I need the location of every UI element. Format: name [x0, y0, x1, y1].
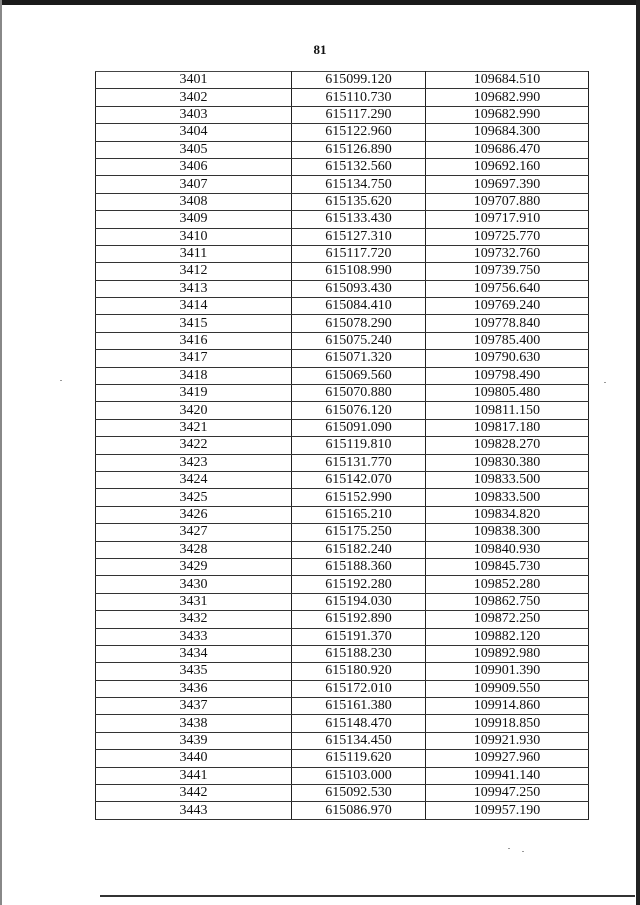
table-row	[96, 332, 589, 349]
point-id-cell: 3411	[96, 245, 292, 262]
table-row	[96, 72, 589, 89]
x-coordinate-cell: 615188.360	[292, 558, 426, 575]
y-coordinate-cell: 109682.990	[426, 89, 589, 106]
point-id-cell: 3413	[96, 280, 292, 297]
y-coordinate-cell: 109684.300	[426, 124, 589, 141]
x-coordinate-cell: 615091.090	[292, 419, 426, 436]
table-row	[96, 785, 589, 802]
table-row	[96, 385, 589, 402]
table-row	[96, 245, 589, 262]
y-coordinate-cell: 109790.630	[426, 350, 589, 367]
x-coordinate-cell: 615131.770	[292, 454, 426, 471]
y-coordinate-cell: 109872.250	[426, 611, 589, 628]
table-row	[96, 158, 589, 175]
point-id-cell: 3439	[96, 732, 292, 749]
table-row	[96, 506, 589, 523]
table-row	[96, 106, 589, 123]
point-id-cell: 3410	[96, 228, 292, 245]
table-row	[96, 576, 589, 593]
table-row	[96, 715, 589, 732]
point-id-cell: 3434	[96, 645, 292, 662]
y-coordinate-cell: 109834.820	[426, 506, 589, 523]
x-coordinate-cell: 615103.000	[292, 767, 426, 784]
x-coordinate-cell: 615182.240	[292, 541, 426, 558]
x-coordinate-cell: 615161.380	[292, 698, 426, 715]
y-coordinate-cell: 109785.400	[426, 332, 589, 349]
table-row	[96, 315, 589, 332]
point-id-cell: 3432	[96, 611, 292, 628]
scan-border-right	[636, 0, 640, 905]
table-row	[96, 541, 589, 558]
x-coordinate-cell: 615075.240	[292, 332, 426, 349]
table-row	[96, 645, 589, 662]
point-id-cell: 3414	[96, 298, 292, 315]
table-row	[96, 750, 589, 767]
x-coordinate-cell: 615119.620	[292, 750, 426, 767]
x-coordinate-cell: 615117.720	[292, 245, 426, 262]
y-coordinate-cell: 109947.250	[426, 785, 589, 802]
y-coordinate-cell: 109830.380	[426, 454, 589, 471]
scan-border-top	[0, 0, 640, 5]
y-coordinate-cell: 109838.300	[426, 524, 589, 541]
x-coordinate-cell: 615078.290	[292, 315, 426, 332]
coordinate-table	[95, 71, 589, 820]
point-id-cell: 3424	[96, 471, 292, 488]
x-coordinate-cell: 615148.470	[292, 715, 426, 732]
scan-speck	[604, 382, 606, 383]
table-row	[96, 350, 589, 367]
point-id-cell: 3402	[96, 89, 292, 106]
x-coordinate-cell: 615086.970	[292, 802, 426, 819]
point-id-cell: 3438	[96, 715, 292, 732]
y-coordinate-cell: 109682.990	[426, 106, 589, 123]
point-id-cell: 3441	[96, 767, 292, 784]
y-coordinate-cell: 109817.180	[426, 419, 589, 436]
x-coordinate-cell: 615070.880	[292, 385, 426, 402]
scan-border-left	[0, 0, 2, 905]
point-id-cell: 3426	[96, 506, 292, 523]
point-id-cell: 3416	[96, 332, 292, 349]
table-row	[96, 489, 589, 506]
table-row	[96, 628, 589, 645]
table-row	[96, 524, 589, 541]
x-coordinate-cell: 615194.030	[292, 593, 426, 610]
table-row	[96, 402, 589, 419]
point-id-cell: 3430	[96, 576, 292, 593]
x-coordinate-cell: 615133.430	[292, 211, 426, 228]
x-coordinate-cell: 615099.120	[292, 72, 426, 89]
point-id-cell: 3404	[96, 124, 292, 141]
table-row	[96, 228, 589, 245]
y-coordinate-cell: 109845.730	[426, 558, 589, 575]
x-coordinate-cell: 615142.070	[292, 471, 426, 488]
point-id-cell: 3431	[96, 593, 292, 610]
x-coordinate-cell: 615092.530	[292, 785, 426, 802]
y-coordinate-cell: 109941.140	[426, 767, 589, 784]
table-row	[96, 419, 589, 436]
y-coordinate-cell: 109833.500	[426, 489, 589, 506]
point-id-cell: 3423	[96, 454, 292, 471]
x-coordinate-cell: 615122.960	[292, 124, 426, 141]
x-coordinate-cell: 615071.320	[292, 350, 426, 367]
y-coordinate-cell: 109840.930	[426, 541, 589, 558]
y-coordinate-cell: 109717.910	[426, 211, 589, 228]
table-row	[96, 89, 589, 106]
table-row	[96, 454, 589, 471]
table-row	[96, 211, 589, 228]
point-id-cell: 3436	[96, 680, 292, 697]
table-row	[96, 298, 589, 315]
point-id-cell: 3421	[96, 419, 292, 436]
y-coordinate-cell: 109914.860	[426, 698, 589, 715]
point-id-cell: 3425	[96, 489, 292, 506]
x-coordinate-cell: 615119.810	[292, 437, 426, 454]
table-row	[96, 802, 589, 819]
point-id-cell: 3412	[96, 263, 292, 280]
x-coordinate-cell: 615132.560	[292, 158, 426, 175]
table-row	[96, 732, 589, 749]
point-id-cell: 3409	[96, 211, 292, 228]
point-id-cell: 3433	[96, 628, 292, 645]
table-row	[96, 193, 589, 210]
x-coordinate-cell: 615175.250	[292, 524, 426, 541]
point-id-cell: 3415	[96, 315, 292, 332]
x-coordinate-cell: 615192.890	[292, 611, 426, 628]
point-id-cell: 3407	[96, 176, 292, 193]
table-row	[96, 471, 589, 488]
y-coordinate-cell: 109921.930	[426, 732, 589, 749]
scan-speck	[522, 851, 524, 852]
table-row	[96, 141, 589, 158]
y-coordinate-cell: 109684.510	[426, 72, 589, 89]
y-coordinate-cell: 109732.760	[426, 245, 589, 262]
x-coordinate-cell: 615180.920	[292, 663, 426, 680]
point-id-cell: 3437	[96, 698, 292, 715]
y-coordinate-cell: 109862.750	[426, 593, 589, 610]
x-coordinate-cell: 615188.230	[292, 645, 426, 662]
y-coordinate-cell: 109852.280	[426, 576, 589, 593]
y-coordinate-cell: 109957.190	[426, 802, 589, 819]
x-coordinate-cell: 615117.290	[292, 106, 426, 123]
point-id-cell: 3429	[96, 558, 292, 575]
coordinate-table-body	[96, 72, 589, 820]
x-coordinate-cell: 615110.730	[292, 89, 426, 106]
y-coordinate-cell: 109882.120	[426, 628, 589, 645]
point-id-cell: 3442	[96, 785, 292, 802]
scan-speck	[508, 848, 510, 849]
x-coordinate-cell: 615108.990	[292, 263, 426, 280]
x-coordinate-cell: 615076.120	[292, 402, 426, 419]
point-id-cell: 3435	[96, 663, 292, 680]
x-coordinate-cell: 615126.890	[292, 141, 426, 158]
point-id-cell: 3443	[96, 802, 292, 819]
point-id-cell: 3422	[96, 437, 292, 454]
y-coordinate-cell: 109828.270	[426, 437, 589, 454]
page-number: 81	[313, 42, 327, 57]
point-id-cell: 3440	[96, 750, 292, 767]
table-row	[96, 680, 589, 697]
y-coordinate-cell: 109739.750	[426, 263, 589, 280]
point-id-cell: 3405	[96, 141, 292, 158]
point-id-cell: 3419	[96, 385, 292, 402]
x-coordinate-cell: 615135.620	[292, 193, 426, 210]
point-id-cell: 3427	[96, 524, 292, 541]
y-coordinate-cell: 109778.840	[426, 315, 589, 332]
y-coordinate-cell: 109692.160	[426, 158, 589, 175]
point-id-cell: 3420	[96, 402, 292, 419]
table-row	[96, 767, 589, 784]
point-id-cell: 3401	[96, 72, 292, 89]
x-coordinate-cell: 615165.210	[292, 506, 426, 523]
y-coordinate-cell: 109833.500	[426, 471, 589, 488]
table-row	[96, 437, 589, 454]
y-coordinate-cell: 109725.770	[426, 228, 589, 245]
table-row	[96, 558, 589, 575]
table-row	[96, 367, 589, 384]
table-row	[96, 263, 589, 280]
point-id-cell: 3418	[96, 367, 292, 384]
x-coordinate-cell: 615127.310	[292, 228, 426, 245]
point-id-cell: 3408	[96, 193, 292, 210]
point-id-cell: 3406	[96, 158, 292, 175]
y-coordinate-cell: 109769.240	[426, 298, 589, 315]
point-id-cell: 3428	[96, 541, 292, 558]
x-coordinate-cell: 615093.430	[292, 280, 426, 297]
table-row	[96, 663, 589, 680]
y-coordinate-cell: 109811.150	[426, 402, 589, 419]
table-row	[96, 698, 589, 715]
x-coordinate-cell: 615172.010	[292, 680, 426, 697]
x-coordinate-cell: 615134.750	[292, 176, 426, 193]
y-coordinate-cell: 109798.490	[426, 367, 589, 384]
y-coordinate-cell: 109707.880	[426, 193, 589, 210]
y-coordinate-cell: 109901.390	[426, 663, 589, 680]
x-coordinate-cell: 615134.450	[292, 732, 426, 749]
table-row	[96, 280, 589, 297]
scan-speck	[60, 380, 62, 381]
x-coordinate-cell: 615192.280	[292, 576, 426, 593]
x-coordinate-cell: 615084.410	[292, 298, 426, 315]
table-row	[96, 593, 589, 610]
point-id-cell: 3403	[96, 106, 292, 123]
y-coordinate-cell: 109927.960	[426, 750, 589, 767]
y-coordinate-cell: 109918.850	[426, 715, 589, 732]
table-row	[96, 176, 589, 193]
y-coordinate-cell: 109697.390	[426, 176, 589, 193]
scan-border-bottom	[100, 895, 635, 897]
y-coordinate-cell: 109909.550	[426, 680, 589, 697]
y-coordinate-cell: 109756.640	[426, 280, 589, 297]
x-coordinate-cell: 615069.560	[292, 367, 426, 384]
y-coordinate-cell: 109686.470	[426, 141, 589, 158]
y-coordinate-cell: 109892.980	[426, 645, 589, 662]
x-coordinate-cell: 615152.990	[292, 489, 426, 506]
table-row	[96, 611, 589, 628]
x-coordinate-cell: 615191.370	[292, 628, 426, 645]
point-id-cell: 3417	[96, 350, 292, 367]
table-row	[96, 124, 589, 141]
y-coordinate-cell: 109805.480	[426, 385, 589, 402]
